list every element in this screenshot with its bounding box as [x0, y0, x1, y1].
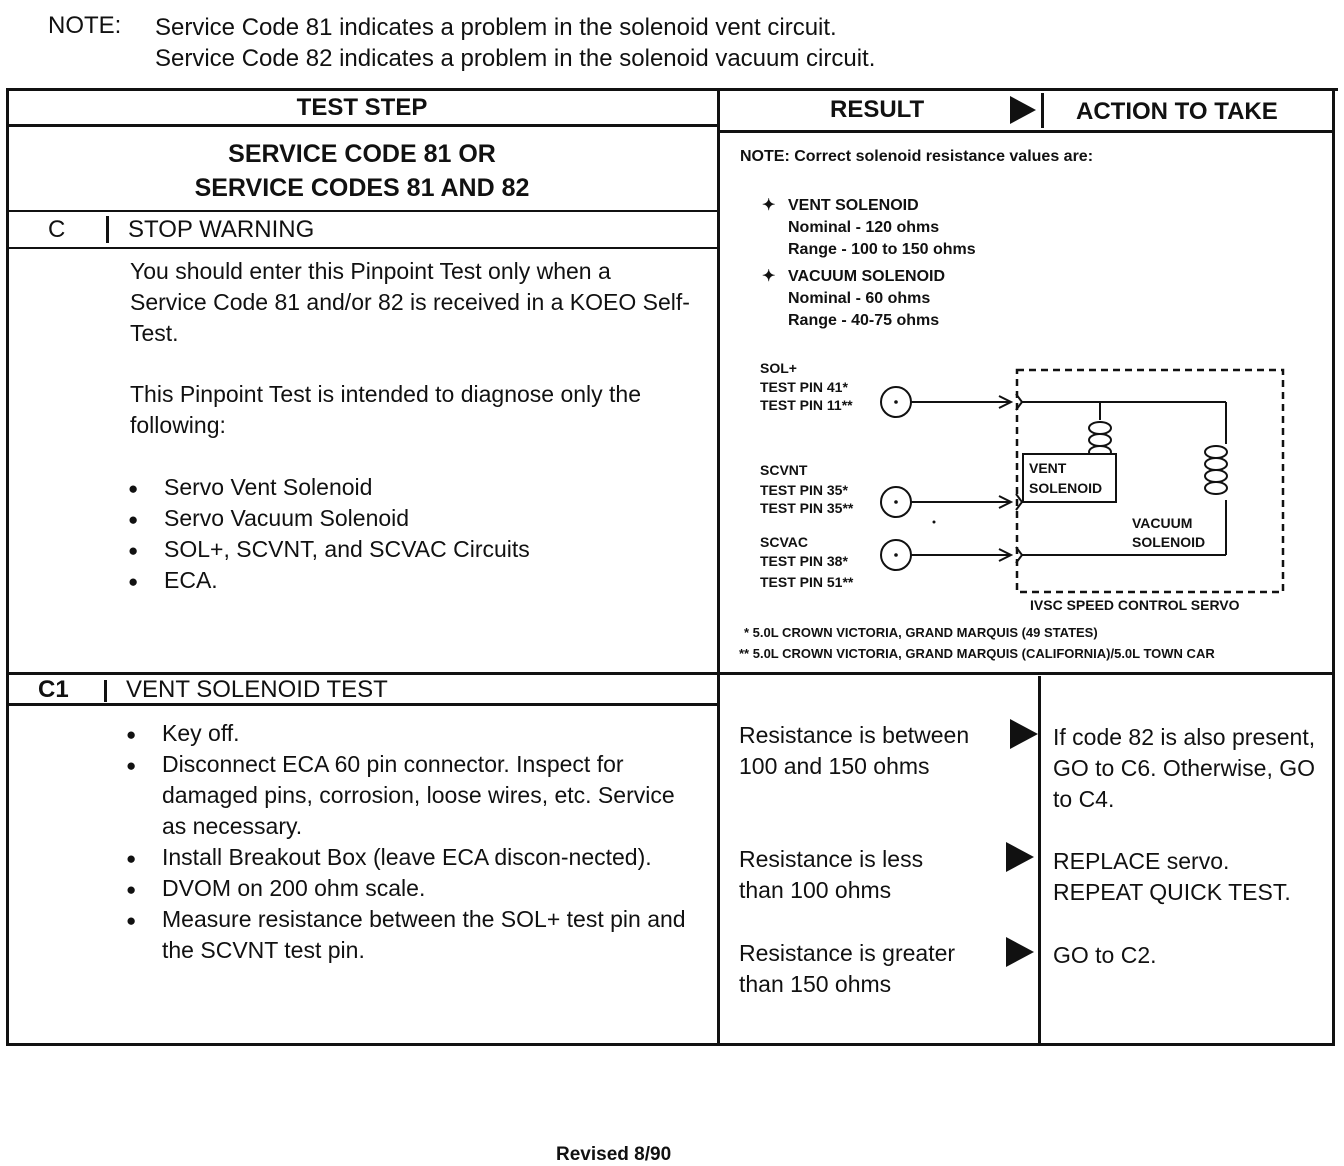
- vacuum-plus-icon: ✦: [762, 268, 776, 285]
- sol-pin-b: TEST PIN 11**: [760, 397, 853, 413]
- footnote-1: * 5.0L CROWN VICTORIA, GRAND MARQUIS (49 STATES): [744, 625, 1098, 640]
- scvnt-name: SCVNT: [760, 462, 808, 478]
- table-left-border: [6, 88, 9, 1046]
- vacuum-solenoid-title: VACUUM SOLENOID: [788, 268, 946, 285]
- list-item: ● ECA.: [128, 565, 688, 596]
- scvac-name: SCVAC: [760, 534, 808, 550]
- step-c-title: STOP WARNING: [128, 216, 315, 243]
- result-2-arrow-icon: [1006, 842, 1034, 872]
- step-c-bullet-list: [128, 472, 688, 596]
- result-arrow-icon: [1010, 96, 1036, 124]
- step-c-bottom-line: [6, 672, 1335, 675]
- table-bottom-border: [6, 1043, 1335, 1046]
- vacuum-solenoid-nominal: Nominal - 60 ohms: [788, 290, 931, 307]
- result-2: Resistance is less than 100 ohms: [739, 846, 924, 903]
- scvac-pin-b: TEST PIN 51**: [760, 574, 854, 590]
- list-item: ● Disconnect ECA 60 pin connector. Inspect for damaged pins, corrosion, loose wires, etc. Service as necessary.: [126, 749, 686, 842]
- step-c-title-line: [6, 247, 718, 249]
- result-header-line: [720, 130, 1334, 133]
- scvnt-pin-b: TEST PIN 35**: [760, 500, 854, 516]
- section-title-2: SERVICE CODES 81 AND 82: [194, 174, 530, 202]
- action-3: GO to C2.: [1053, 942, 1157, 968]
- list-item: ● Measure resistance between the SOL+ test pin and the SCVNT test pin.: [126, 904, 686, 966]
- table-top-border: [6, 88, 1338, 91]
- servo-label: IVSC SPEED CONTROL SERVO: [1030, 597, 1240, 613]
- note-line-1: Service Code 81 indicates a problem in the solenoid vent circuit.: [155, 14, 837, 41]
- list-item: ● Key off.: [126, 718, 686, 749]
- action-header-divider: [1041, 93, 1044, 128]
- vent-plus-icon: ✦: [762, 197, 776, 214]
- step-c1-id-separator: [104, 680, 107, 702]
- result-1: Resistance is between 100 and 150 ohms: [739, 722, 970, 779]
- step-c-id-separator: [106, 216, 109, 243]
- result-header: RESULT: [830, 96, 925, 123]
- step-c1-id: C1: [38, 676, 69, 703]
- scvnt-pin-a: TEST PIN 35*: [760, 482, 848, 498]
- sol-name: SOL+: [760, 360, 797, 376]
- step-c1-title: VENT SOLENOID TEST: [126, 676, 388, 703]
- vent-solenoid-label-1: VENT: [1029, 460, 1067, 476]
- footnote-2: ** 5.0L CROWN VICTORIA, GRAND MARQUIS (CALIFORNIA)/5.0L TOWN CAR: [739, 646, 1215, 661]
- step-c1-bullet-list: [126, 718, 686, 966]
- result-1-arrow-icon: [1010, 719, 1038, 749]
- vacuum-solenoid-label-2: SOLENOID: [1132, 534, 1206, 550]
- result-3-arrow-icon: [1006, 937, 1034, 967]
- revision-footer: Revised 8/90: [556, 1144, 672, 1165]
- vent-solenoid-label-2: SOLENOID: [1029, 480, 1103, 496]
- scvac-pin-a: TEST PIN 38*: [760, 553, 848, 569]
- list-item: ● Servo Vacuum Solenoid: [128, 503, 688, 534]
- test-step-header: TEST STEP: [296, 94, 428, 121]
- list-item: ● Servo Vent Solenoid: [128, 472, 688, 503]
- action-2: REPLACE servo. REPEAT QUICK TEST.: [1053, 848, 1291, 905]
- action-header: ACTION TO TAKE: [1076, 98, 1278, 125]
- vent-solenoid-range: Range - 100 to 150 ohms: [788, 241, 976, 258]
- list-item: ● SOL+, SCVNT, and SCVAC Circuits: [128, 534, 688, 565]
- vent-solenoid-nominal: Nominal - 120 ohms: [788, 219, 940, 236]
- section-title-line: [6, 210, 718, 212]
- resistance-note-heading: NOTE: Correct solenoid resistance values are:: [740, 148, 1094, 165]
- test-step-header-line: [6, 124, 718, 127]
- sol-pin-a: TEST PIN 41*: [760, 379, 848, 395]
- vacuum-solenoid-range: Range - 40-75 ohms: [788, 312, 940, 329]
- list-item: ● Install Breakout Box (leave ECA discon-nected).: [126, 842, 686, 873]
- action-1: If code 82 is also present, GO to C6. Otherwise, GO to C4.: [1053, 724, 1316, 812]
- step-c-para-2: This Pinpoint Test is intended to diagnose only the following:: [130, 381, 642, 438]
- note-label: NOTE:: [48, 12, 122, 39]
- step-c-para-1: You should enter this Pinpoint Test only when a Service Code 81 and/or 82 is received in a KOEO Self-Test.: [130, 258, 690, 346]
- section-title-1: SERVICE CODE 81 OR: [228, 140, 496, 168]
- table-right-border: [1332, 88, 1335, 1046]
- vent-solenoid-title: VENT SOLENOID: [788, 197, 919, 214]
- result-3: Resistance is greater than 150 ohms: [739, 940, 956, 997]
- step-c-id: C: [48, 216, 66, 243]
- list-item: ● DVOM on 200 ohm scale.: [126, 873, 686, 904]
- note-line-2: Service Code 82 indicates a problem in the solenoid vacuum circuit.: [155, 45, 876, 72]
- vacuum-solenoid-label-1: VACUUM: [1132, 515, 1193, 531]
- result-action-divider: [1038, 676, 1041, 1044]
